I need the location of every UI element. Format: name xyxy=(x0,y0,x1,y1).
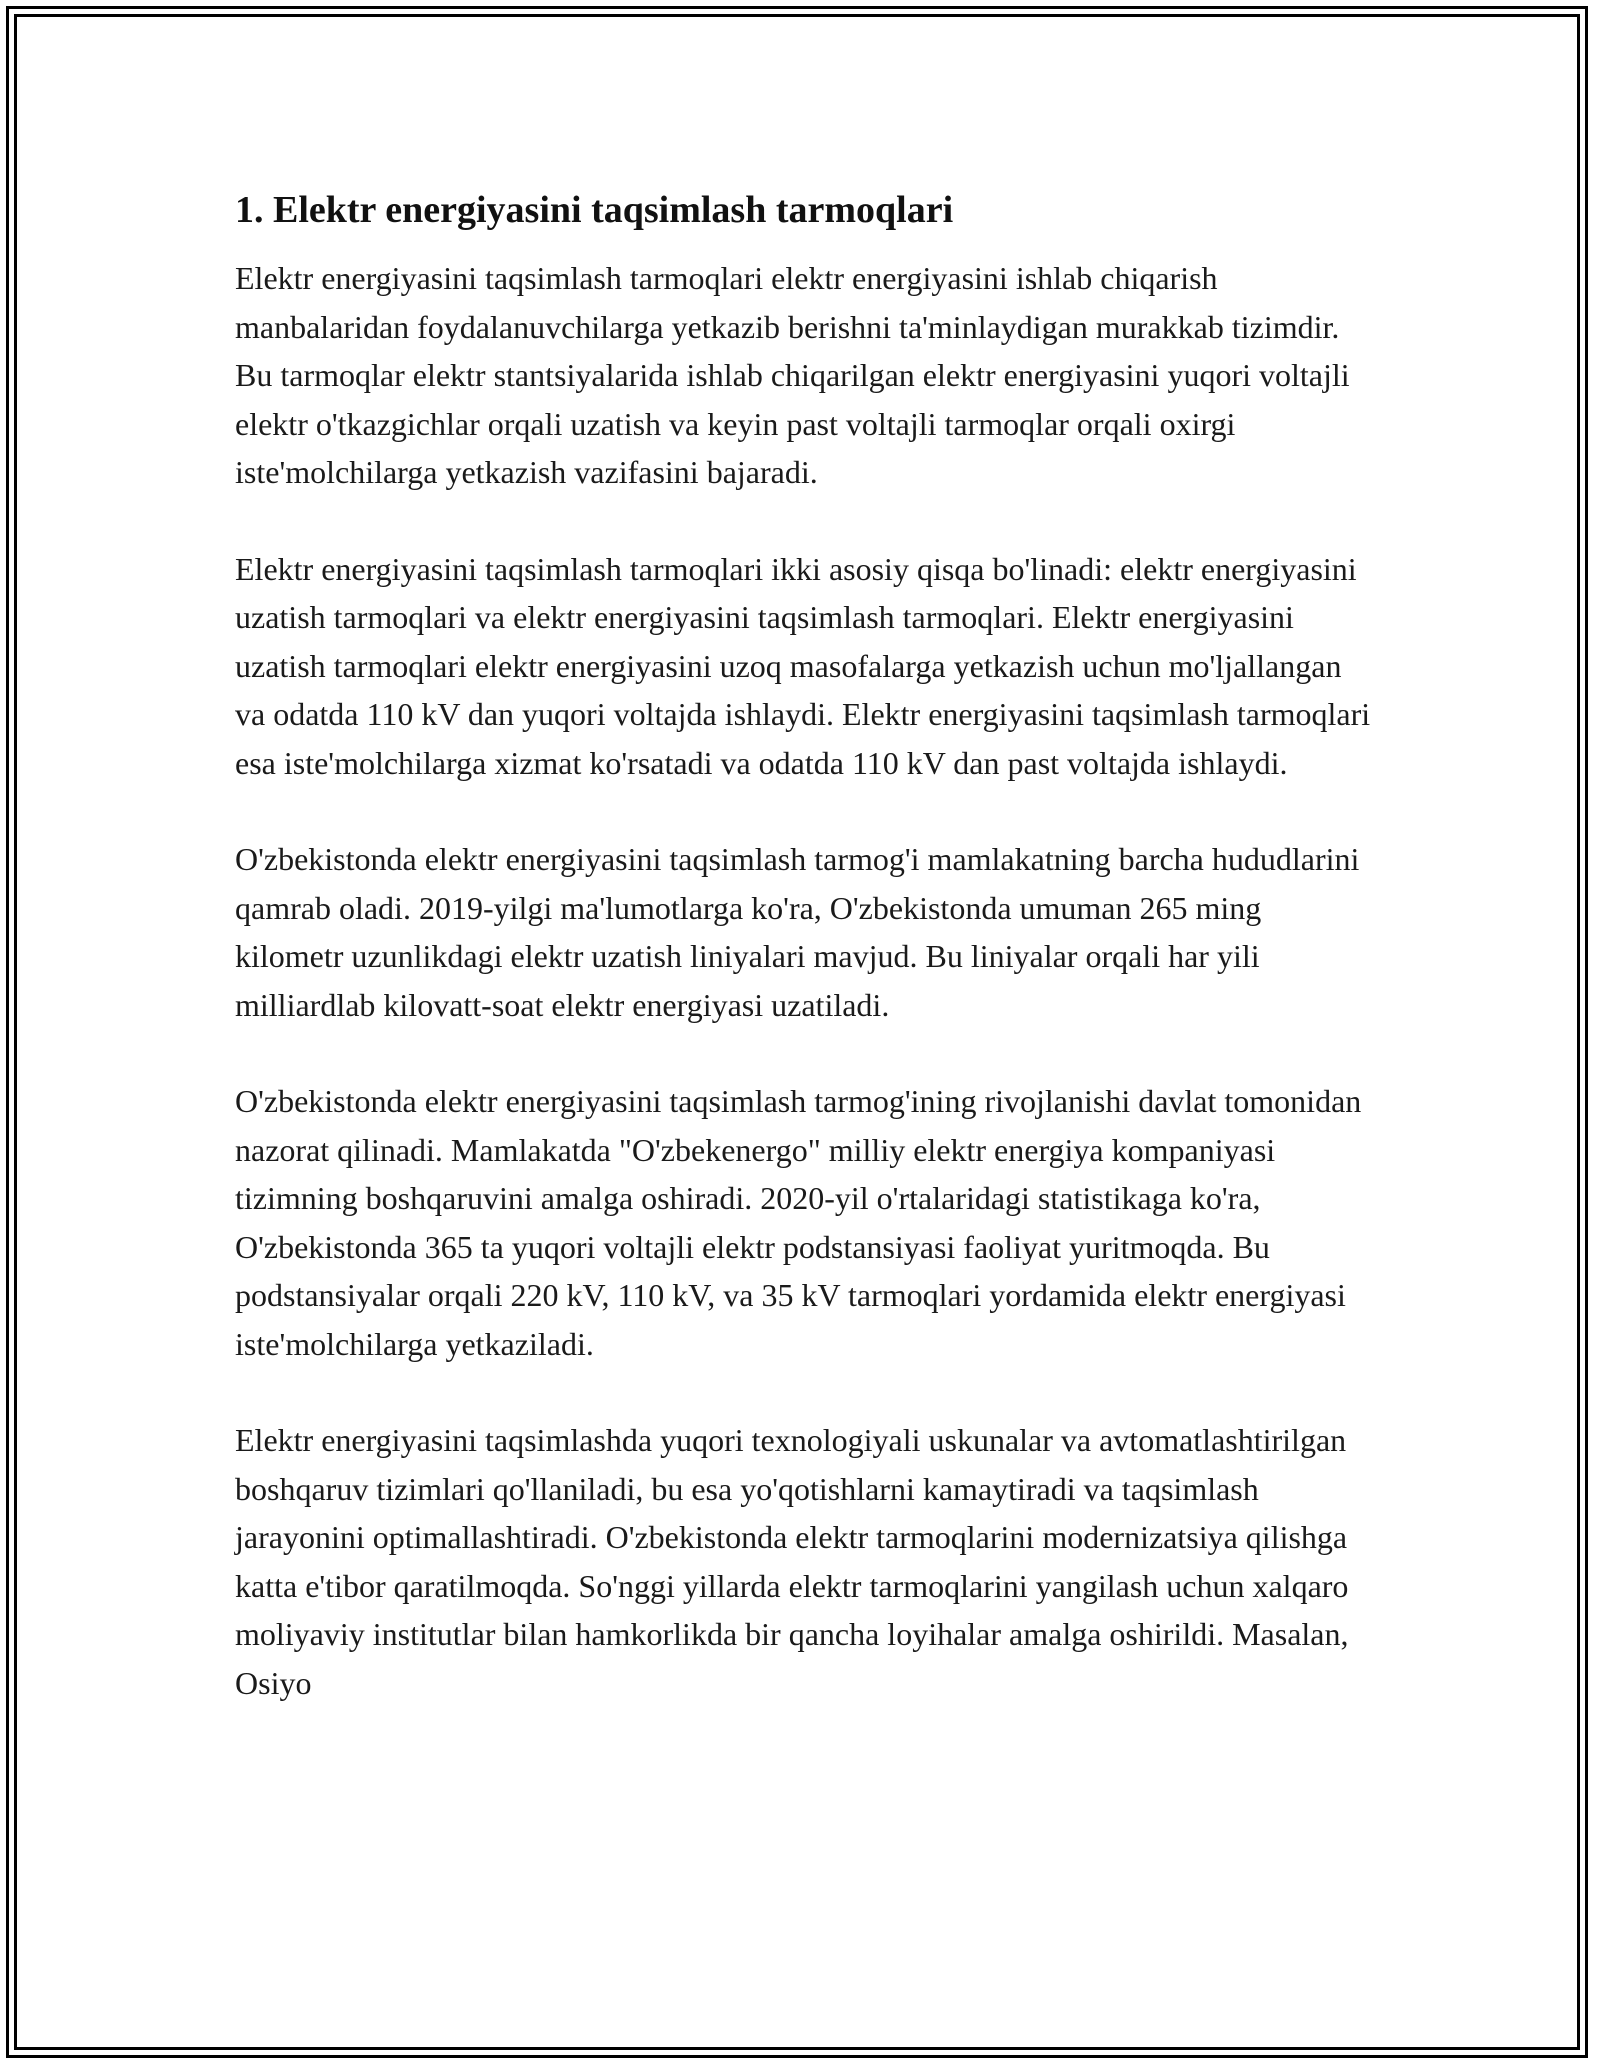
paragraph-2: Elektr energiyasini taqsimlash tarmoqlari ikki asosiy qisqa bo'linadi: elektr energiyasini uzatish tarmoqlari va elektr energiyasini taqsimlash tarmoqlari. Elektr energiyasini uzatish tarmoqlari elektr energiyasini uzoq masofalarga yetkazish uchun mo'ljallangan va odatda 110 kV dan yuqori voltajda ishlaydi. Elektr energiyasini taqsimlash tarmoqlari esa iste'molchilarga xizmat ko'rsatadi va odatda 110 kV dan past voltajda ishlaydi. xyxy=(235,550,1371,781)
paragraph-5: Elektr energiyasini taqsimlashda yuqori texnologiyali uskunalar va avtomatlashtirilgan boshqaruv tizimlari qo'llaniladi, bu esa yo'qotishlarni kamaytiradi va taqsimlash jarayonini optimallashtiradi. O'zbekistonda elektr tarmoqlarini modernizatsiya qilishga katta e'tibor qaratilmoqda. So'nggi yillarda elektr tarmoqlarini yangilash uchun xalqaro moliyaviy institutlar bilan hamkorlikda bir qancha loyihalar amalga oshirildi. Masalan, Osiyo xyxy=(235,1422,1349,1701)
paragraph-4: O'zbekistonda elektr energiyasini taqsimlash tarmog'ining rivojlanishi davlat tomonidan nazorat qilinadi. Mamlakatda "O'zbekenergo" milliy elektr energiya kompaniyasi tizimning boshqaruvini amalga oshiradi. 2020-yil o'rtalaridagi statistikaga ko'ra, O'zbekistonda 365 ta yuqori voltajli elektr podstansiyasi faoliyat yuritmoqda. Bu podstansiyalar orqali 220 kV, 110 kV, va 35 kV tarmoqlari yordamida elektr energiyasi iste'molchilarga yetkaziladi. xyxy=(235,1083,1362,1362)
paragraph-1: Elektr energiyasini taqsimlash tarmoqlari elektr energiyasini ishlab chiqarish manbalaridan foydalanuvchilarga yetkazib berishni ta'minlaydigan murakkab tizimdir. Bu tarmoqlar elektr stantsiyalarida ishlab chiqarilgan elektr energiyasini yuqori voltajli elektr o'tkazgichlar orqali uzatish va keyin past voltajli tarmoqlar orqali oxirgi iste'molchilarga yetkazish vazifasini bajaradi. xyxy=(235,260,1350,490)
document-body xyxy=(235,186,1375,1755)
paragraph-3: O'zbekistonda elektr energiyasini taqsimlash tarmog'i mamlakatning barcha hududlarini qamrab oladi. 2019-yilgi ma'lumotlarga ko'ra, O'zbekistonda umuman 265 ming kilometr uzunlikdagi elektr uzatish liniyalari mavjud. Bu liniyalar orqali har yili milliardlab kilovatt-soat elektr energiyasi uzatiladi. xyxy=(235,841,1360,1023)
section-heading: 1. Elektr energiyasini taqsimlash tarmoqlari xyxy=(235,189,954,231)
